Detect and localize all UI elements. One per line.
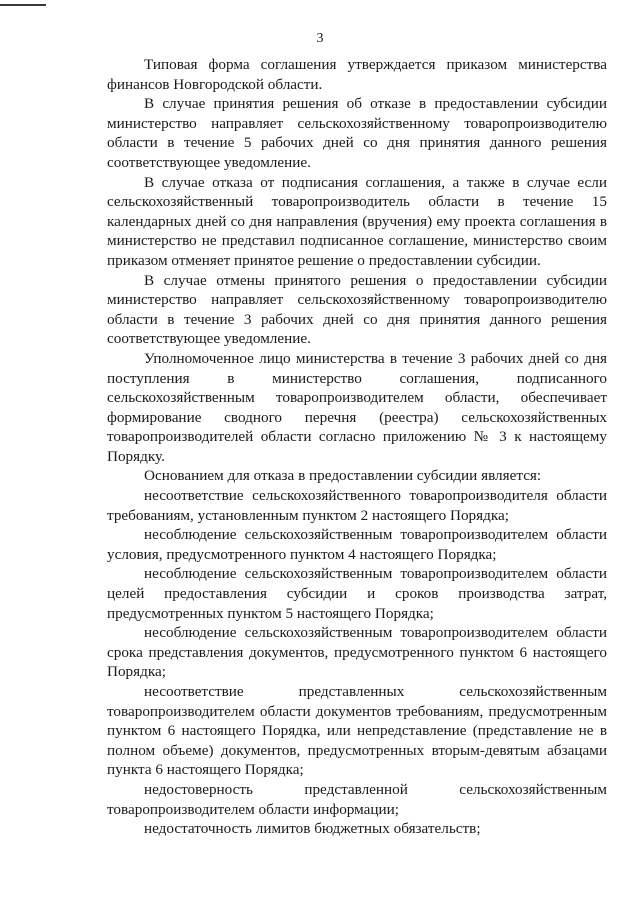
top-edge-mark	[0, 4, 46, 6]
document-body	[107, 55, 607, 839]
paragraph: Типовая форма соглашения утверждается приказом министерства финансов Новгородской области.	[107, 56, 607, 93]
list-item: несоответствие сельскохозяйственного товаропроизводителя области требованиям, установленным пунктом 2 настоящего Порядка;	[107, 487, 607, 524]
list-item: недостоверность представленной сельскохозяйственным товаропроизводителем области информации;	[107, 780, 607, 818]
paragraph: В случае отмены принятого решения о предоставлении субсидии министерство направляет сельскохозяйственному товаропроизводителю области в течение 3 рабочих дней со дня принятия данного решения соответствующее уведомление.	[107, 271, 607, 348]
paragraph: Уполномоченное лицо министерства в течение 3 рабочих дней со дня поступления в министерство соглашения, подписанного сельскохозяйственным товаропроизводителем области, обеспечивает формирование сводного перечня (реестра) сельскохозяйственных товаропроизводителей области согласно приложению № 3 к настоящему Порядку.	[107, 349, 607, 465]
list-item: несоблюдение сельскохозяйственным товаропроизводителем области условия, предусмотренного пунктом 4 настоящего Порядка;	[107, 526, 607, 563]
paragraph: В случае принятия решения об отказе в предоставлении субсидии министерство направляет сельскохозяйственному товаропроизводителю области в течение 5 рабочих дней со дня принятия данного решения соответствующее уведомление.	[107, 95, 607, 171]
list-item: несоответствие представленных сельскохозяйственным товаропроизводителем области документов требованиям, предусмотренным пунктом 6 настоящего Порядка, или непредставление (представление не в полном объеме) документов, предусмотренных вторым-девятым абзацами пункта 6 настоящего Порядка;	[107, 683, 607, 779]
list-item: несоблюдение сельскохозяйственным товаропроизводителем области срока представления документов, предусмотренного пунктом 6 настоящего Порядка;	[107, 624, 607, 681]
paragraph: Основанием для отказа в предоставлении субсидии является:	[144, 467, 542, 485]
paragraph: В случае отказа от подписания соглашения, а также в случае если сельскохозяйственный товаропроизводитель области в течение 15 календарных дней со дня направления (вручения) ему проекта соглашения в министерство не представил подписанное соглашение, министерство своим приказом отменяет принятое решение о предоставлении субсидии.	[107, 173, 607, 269]
list-item: несоблюдение сельскохозяйственным товаропроизводителем области целей предоставления субсидии и сроков производства затрат, предусмотренных пунктом 5 настоящего Порядка;	[107, 565, 607, 622]
list-item: недостаточность лимитов бюджетных обязательств;	[144, 820, 481, 838]
page-number: 3	[316, 31, 324, 46]
